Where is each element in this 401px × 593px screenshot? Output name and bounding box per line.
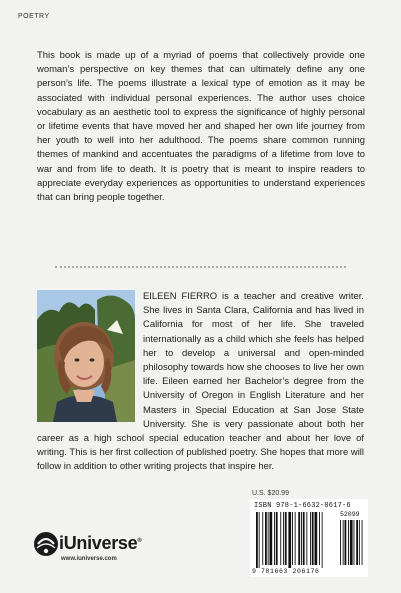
author-bio-text: EILEEN FIERRO is a teacher and creative writer. She lives in Santa Clara, California and has lived in California for most of her life. She traveled internationally as a child which she feels has helped her to develop a universal and open-minded philosophy towards how she chooses to live her own life. Eileen earned her Bachelor’s degree from the University of Oregon in English Literature and her Masters in Special Education at San Jose State University. She is very passionate about both her career as a high school special education teacher and about her love of writing. This is her first collection of published poetry. She hopes that more will follow in addition to other writing projects that inspire her. (37, 291, 364, 473)
publisher-logo (33, 531, 173, 573)
price-addon-code: 52099 (340, 511, 360, 518)
isbn-barcode (250, 499, 368, 577)
category-label: POETRY (18, 13, 50, 20)
ean-digits: 9 781663 206176 (252, 568, 320, 575)
globe-icon (33, 531, 59, 557)
isbn-number: ISBN 978-1-6632-0617-6 (254, 502, 351, 510)
author-bio (37, 290, 364, 475)
book-description: This book is made up of a myriad of poems that collectively provide one woman’s perspective on key themes that can ultimately define any one person’s life. The poems illustrate a lexical type of emotion as it may be associated with individual personal experiences. The author uses choice vocabulary as an aesthetic tool to express the significance of highly personal or lifetime events that have moved her and shaped her own life journey from her youth to well into her adulthood. The poems share common running themes of mankind and accentuates the paradigms of a lifetime from love to war and from life to death. It is poetry that is meant to inspire readers to appreciate everyday experiences as opportunities to understand experiences that can bring people together. (37, 50, 365, 204)
price-label: U.S. $20.99 (252, 490, 289, 497)
publisher-url: www.iuniverse.com (61, 556, 117, 562)
publisher-wordmark: iUniverse® (59, 533, 142, 553)
photo-spacer (37, 290, 135, 422)
section-divider (55, 266, 346, 268)
